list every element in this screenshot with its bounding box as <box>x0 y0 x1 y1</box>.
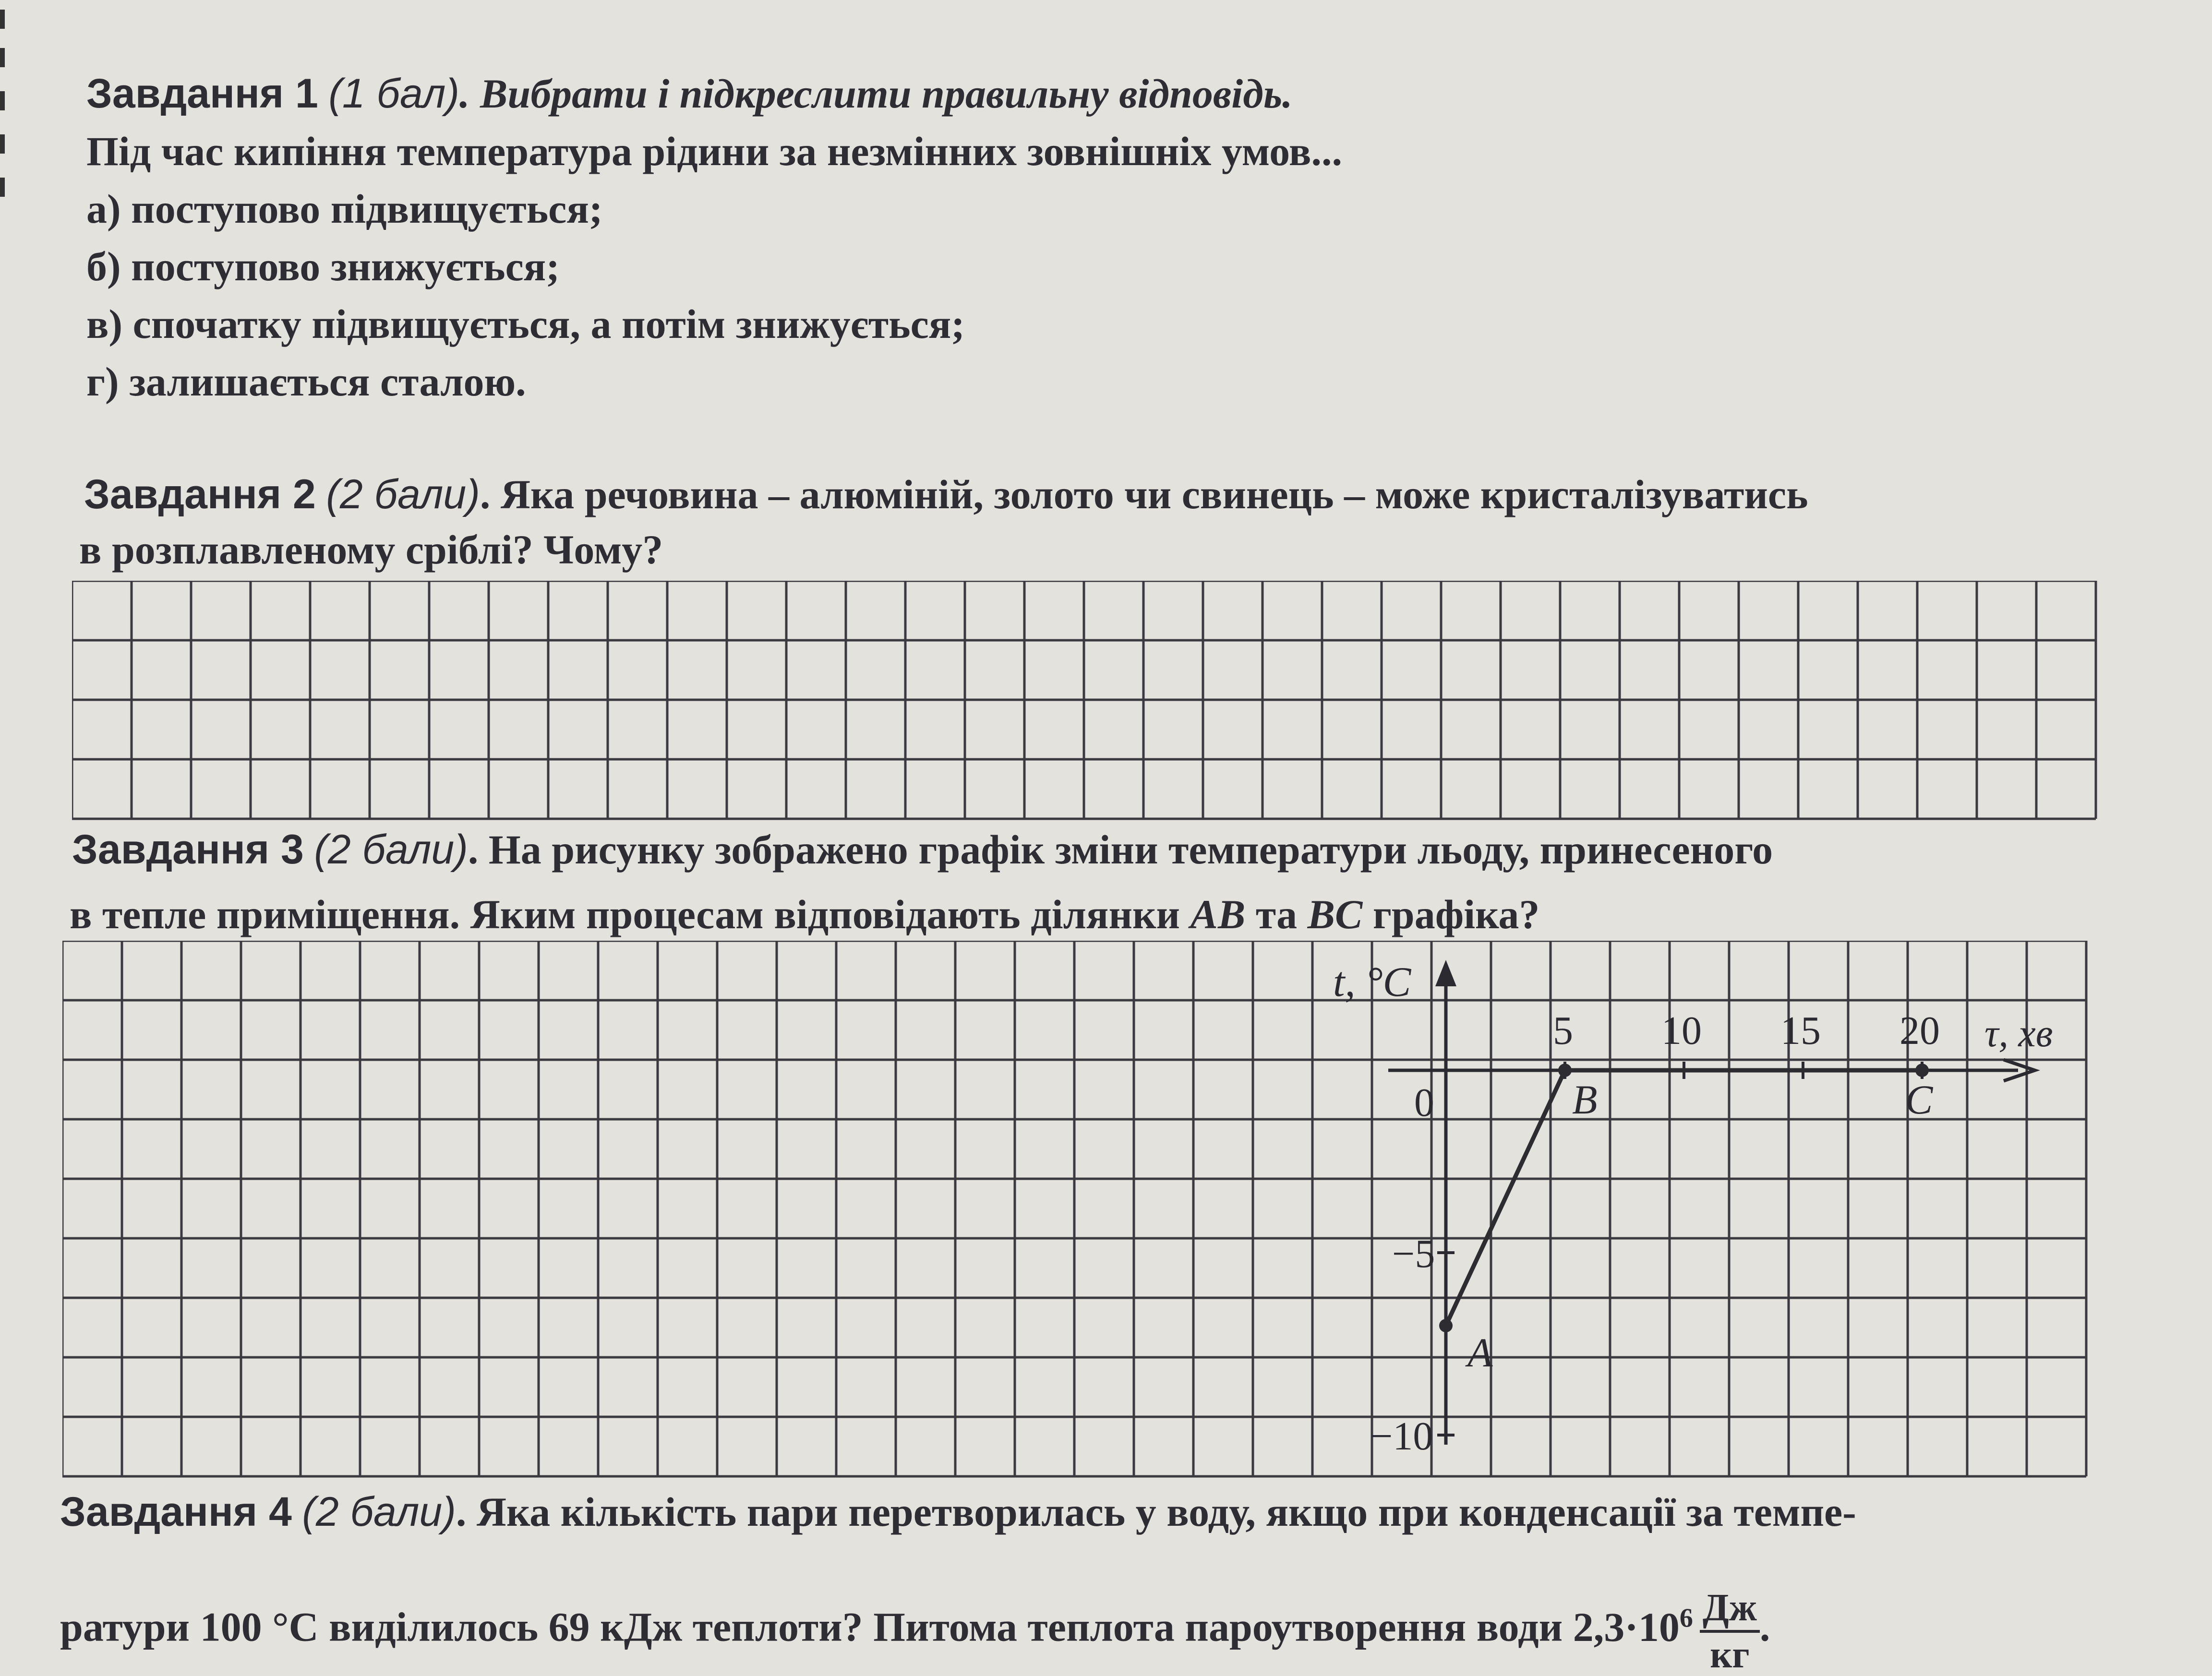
task4-title: Завдання 4 <box>60 1489 292 1535</box>
y-axis-arrow <box>1435 960 1456 986</box>
task4-unit-fraction <box>1700 1589 1760 1674</box>
x-tick-label: 20 <box>1899 1008 1940 1053</box>
y-tick-label: −5 <box>1392 1232 1435 1276</box>
edge-mark <box>0 91 5 110</box>
task1-instruction: . Вибрати і підкреслити правильну відповідь. <box>459 71 1293 117</box>
point-c <box>1915 1064 1929 1077</box>
task4-heading-line <box>60 1488 1856 1536</box>
scan-edge <box>0 0 11 1659</box>
task4-unit-numerator: Дж <box>1700 1589 1760 1633</box>
task3-heading-line <box>72 826 1773 874</box>
task4-text-1: . Яка кількість пари перетворилась у воду, якщо при конденсації за темпе- <box>456 1489 1856 1535</box>
task3-points: (2 бали) <box>314 826 468 873</box>
task2-answer-grid[interactable] <box>72 581 2112 830</box>
task1-heading-line <box>86 70 1293 118</box>
x-axis-label: τ, хв <box>1984 1011 2053 1055</box>
task4-text-2-line <box>60 1589 1770 1674</box>
task1-question: Під час кипіння температура рідини за незмінних зовнішніх умов... <box>86 128 1342 174</box>
edge-mark <box>0 48 5 67</box>
task2-title: Завдання 2 <box>84 471 316 517</box>
x-tick-label: 5 <box>1553 1008 1573 1053</box>
x-tick-label: 10 <box>1661 1008 1702 1053</box>
y-tick-label: 0 <box>1414 1080 1434 1125</box>
x-tick-label: 15 <box>1780 1008 1821 1053</box>
point-a <box>1439 1319 1453 1332</box>
edge-mark <box>0 178 5 197</box>
task3-seg-bc: BC <box>1307 891 1363 937</box>
task4-unit-denominator: кг <box>1710 1634 1750 1676</box>
task4-points: (2 бали) <box>302 1489 456 1535</box>
task1-points: (1 бал) <box>328 71 460 117</box>
task3-seg-ab: AB <box>1190 891 1246 937</box>
temperature-chart <box>1333 959 2053 1459</box>
task3-text-2-end: графіка? <box>1362 891 1540 937</box>
task3-and: та <box>1245 891 1308 937</box>
point-b <box>1558 1064 1572 1077</box>
y-tick-label: −10 <box>1370 1414 1433 1459</box>
task2-points: (2 бали) <box>326 471 480 517</box>
task1-option-c[interactable]: в) спочатку підвищується, а потім знижується; <box>86 301 965 347</box>
task4-value <box>1573 1604 1693 1650</box>
y-axis-label: t, °С <box>1333 959 1411 1006</box>
point-label-c: C <box>1905 1077 1933 1123</box>
task3-text-1: . На рисунку зображено графік зміни температури льоду, принесеного <box>468 826 1773 873</box>
task3-text-2-start: в тепле приміщення. Яким процесам відповідають ділянки <box>70 891 1190 937</box>
task1-option-d[interactable]: г) залишається сталою. <box>86 359 526 405</box>
task1-option-b[interactable]: б) поступово знижується; <box>86 243 560 289</box>
task4-value-mantissa: 2,3·10 <box>1573 1604 1680 1650</box>
task3-grid-with-chart[interactable] <box>62 941 2117 1493</box>
edge-mark <box>0 134 5 154</box>
task1-title: Завдання 1 <box>86 71 318 117</box>
task3-text-2-line <box>70 890 1539 938</box>
edge-mark <box>0 10 5 29</box>
task2-text-1: . Яка речовина – алюміній, золото чи свинець – може кристалізуватись <box>480 471 1808 517</box>
task2-heading-line <box>84 470 1808 518</box>
point-label-a: A <box>1467 1329 1493 1376</box>
task3-title: Завдання 3 <box>72 826 304 873</box>
series-line <box>1446 1070 1922 1326</box>
task4-end-punct: . <box>1759 1604 1770 1650</box>
task1-option-a[interactable]: а) поступово підвищується; <box>86 186 603 232</box>
task2-text-2: в розплавленому сріблі? Чому? <box>79 527 663 573</box>
task4-value-exponent: 6 <box>1679 1603 1693 1633</box>
point-label-b: B <box>1572 1077 1598 1123</box>
task4-text-2: ратури 100 °С виділилось 69 кДж теплоти? Питома теплота пароутворення води <box>60 1604 1563 1650</box>
